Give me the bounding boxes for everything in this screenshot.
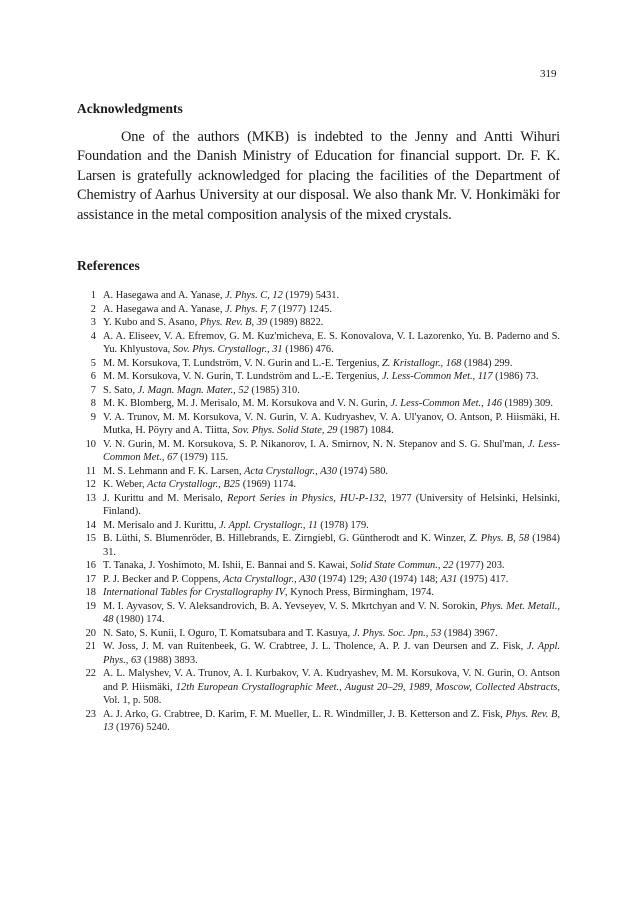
reference-text: V. N. Gurin, M. M. Korsukova, S. P. Nikanorov, I. A. Smirnov, N. N. Stepanov and S. G. Shul'man, J. Less-Common Met., 67 (1979) 115. bbox=[103, 438, 560, 463]
reference-item bbox=[77, 492, 560, 519]
reference-text: S. Sato, J. Magn. Magn. Mater., 52 (1985) 310. bbox=[103, 384, 300, 396]
reference-item bbox=[77, 627, 560, 641]
reference-number: 18 bbox=[85, 587, 96, 598]
acknowledgments-text: One of the authors (MKB) is indebted to the Jenny and Antti Wihuri Foundation and the Danish Ministry of Education for financial support. Dr. F. K. Larsen is gratefully acknowledged for placing the facilities of the Department of Chemistry of Aarhus University at our disposal. We also thank Mr. V. Honkimäki for assistance in the metal composition analysis of the mixed crystals. bbox=[77, 129, 560, 223]
reference-text: V. A. Trunov, M. M. Korsukova, V. N. Gurin, V. A. Kudryashev, V. A. Ul'yanov, O. Antson, P. Hiismäki, H. Mutka, H. Pöyry and A. Tiitta, Sov. Phys. Solid State, 29 (1987) 1084. bbox=[103, 411, 560, 436]
reference-number: 16 bbox=[85, 560, 96, 571]
reference-item bbox=[77, 478, 560, 492]
reference-number: 9 bbox=[90, 411, 96, 423]
reference-number: 6 bbox=[90, 371, 96, 382]
reference-text: M. M. Korsukova, T. Lundström, V. N. Gurin and L.-E. Tergenius, Z. Kristallogr., 168 (1984) 299. bbox=[103, 357, 513, 369]
reference-item bbox=[77, 667, 560, 708]
reference-item bbox=[77, 586, 560, 600]
reference-text: M. M. Korsukova, V. N. Gurin, T. Lundström and L.-E. Tergenius, J. Less-Common Met., 117 (1986) 73. bbox=[103, 371, 539, 382]
reference-item bbox=[77, 303, 560, 317]
reference-item bbox=[77, 708, 560, 735]
reference-text: A. A. Eliseev, V. A. Efremov, G. M. Kuz'micheva, E. S. Konovalova, V. I. Lazorenko, Yu. B. Paderno and S. Yu. Khlyustova, Sov. Phys. Crystallogr., 31 (1986) 476. bbox=[103, 330, 560, 355]
reference-item bbox=[77, 397, 560, 411]
reference-item bbox=[77, 600, 560, 627]
reference-text: P. J. Becker and P. Coppens, Acta Crystallogr., A30 (1974) 129; A30 (1974) 148; A31 (1975) 417. bbox=[103, 573, 509, 585]
reference-number: 3 bbox=[90, 317, 96, 328]
reference-item bbox=[77, 370, 560, 384]
reference-item bbox=[77, 289, 560, 303]
reference-text: M. K. Blomberg, M. J. Merisalo, M. M. Korsukova and V. N. Gurin, J. Less-Common Met., 146 (1989) 309. bbox=[103, 398, 553, 409]
reference-item bbox=[77, 519, 560, 533]
reference-number: 2 bbox=[90, 303, 96, 315]
reference-number: 17 bbox=[85, 573, 96, 585]
reference-text: J. Kurittu and M. Merisalo, Report Series in Physics, HU-P-132, 1977 (University of Helsinki, Helsinki, Finland). bbox=[103, 492, 560, 517]
reference-text: T. Tanaka, J. Yoshimoto, M. Ishii, E. Bannai and S. Kawai, Solid State Commun., 22 (1977) 203. bbox=[103, 560, 505, 571]
acknowledgments-heading: Acknowledgments bbox=[77, 101, 183, 116]
reference-text: A. Hasegawa and A. Yanase, J. Phys. F, 7 (1977) 1245. bbox=[103, 303, 332, 315]
page-number: 319 bbox=[540, 68, 557, 80]
reference-item bbox=[77, 438, 560, 465]
reference-text: Y. Kubo and S. Asano, Phys. Rev. B, 39 (1989) 8822. bbox=[103, 317, 324, 328]
reference-number: 19 bbox=[85, 600, 96, 612]
reference-number: 15 bbox=[85, 533, 96, 544]
reference-item bbox=[77, 559, 560, 573]
reference-item bbox=[77, 532, 560, 559]
reference-text: M. Merisalo and J. Kurittu, J. Appl. Crystallogr., 11 (1978) 179. bbox=[103, 519, 369, 531]
reference-number: 12 bbox=[85, 479, 96, 490]
reference-number: 22 bbox=[85, 668, 96, 679]
reference-text: N. Sato, S. Kunii, I. Oguro, T. Komatsubara and T. Kasuya, J. Phys. Soc. Jpn., 53 (1984) 3967. bbox=[103, 627, 498, 639]
reference-item bbox=[77, 316, 560, 330]
references-heading: References bbox=[77, 258, 140, 273]
reference-number: 14 bbox=[85, 519, 96, 531]
reference-number: 7 bbox=[90, 384, 96, 396]
reference-text: B. Lüthi, S. Blumenröder, B. Hillebrands, E. Zirngiebl, G. Güntherodt and K. Winzer, Z. Phys. B, 58 (1984) 31. bbox=[103, 533, 560, 558]
reference-number: 1 bbox=[90, 290, 96, 301]
reference-number: 8 bbox=[90, 398, 96, 409]
reference-number: 4 bbox=[90, 330, 96, 342]
references-list bbox=[77, 289, 560, 735]
reference-text: W. Joss, J. M. van Ruitenbeek, G. W. Crabtree, J. L. Tholence, A. P. J. van Deursen and Z. Fisk, J. Appl. Phys., 63 (1988) 3893. bbox=[103, 641, 560, 666]
reference-number: 20 bbox=[85, 627, 96, 639]
reference-item bbox=[77, 465, 560, 479]
reference-number: 10 bbox=[85, 438, 96, 450]
reference-text: M. S. Lehmann and F. K. Larsen, Acta Crystallogr., A30 (1974) 580. bbox=[103, 465, 388, 477]
reference-number: 11 bbox=[85, 465, 96, 477]
reference-number: 13 bbox=[85, 492, 96, 504]
reference-text: K. Weber, Acta Crystallogr., B25 (1969) 1174. bbox=[103, 479, 296, 490]
reference-text: M. I. Ayvasov, S. V. Aleksandrovich, B. A. Yevseyev, V. S. Mkrtchyan and V. N. Sorokin, Phys. Met. Metall., 48 (1980) 174. bbox=[103, 600, 561, 625]
reference-number: 23 bbox=[85, 708, 96, 720]
reference-item bbox=[77, 330, 560, 357]
reference-text: A. Hasegawa and A. Yanase, J. Phys. C, 12 (1979) 5431. bbox=[103, 290, 340, 301]
reference-item bbox=[77, 640, 560, 667]
reference-number: 21 bbox=[85, 641, 96, 652]
reference-text: A. J. Arko, G. Crabtree, D. Karim, F. M. Mueller, L. R. Windmiller, J. B. Ketterson and Z. Fisk, Phys. Rev. B, 13 (1976) 5240. bbox=[103, 708, 560, 733]
reference-item bbox=[77, 411, 560, 438]
reference-item bbox=[77, 573, 560, 587]
reference-text: A. L. Malyshev, V. A. Trunov, A. I. Kurbakov, V. A. Kudryashev, M. M. Korsukova, V. N. Gurin, O. Antson and P. Hiismäki, 12th European Crystallographic Meet., August 20–29, 1989, Moscow, Collected Abstracts, Vol. 1, p. 508. bbox=[103, 668, 560, 706]
reference-number: 5 bbox=[90, 357, 96, 369]
reference-text: International Tables for Crystallography IV, Kynoch Press, Birmingham, 1974. bbox=[103, 587, 434, 598]
reference-item bbox=[77, 357, 560, 371]
reference-item bbox=[77, 384, 560, 398]
